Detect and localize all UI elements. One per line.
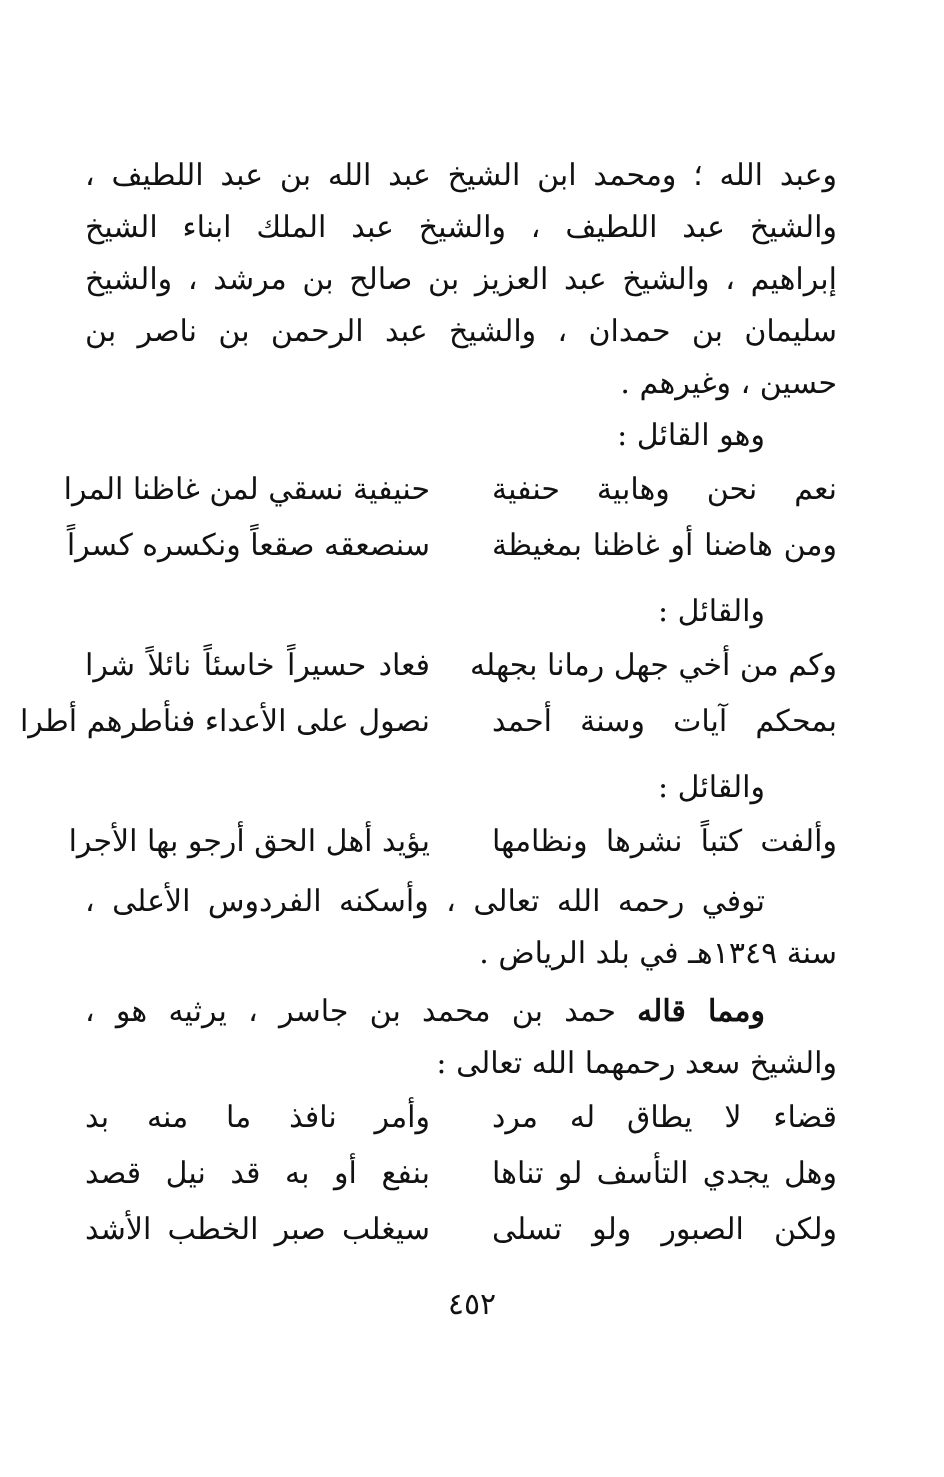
verse-first-hemistich: وألفت كتباً نشرها ونظامها [492,824,837,859]
verse-first-hemistich: قضاء لا يطاق له مرد [492,1100,837,1135]
text-line: حسين ، وغيرهم . [620,366,837,401]
poem-intro: والقائل : [658,770,765,805]
verse-second-hemistich: وأمر نافذ ما منه بد [85,1100,430,1135]
poem-intro: والقائل : [658,594,765,629]
text-line [85,986,837,1038]
text-run: حمد بن محمد بن جاسر ، يرثيه هو ، [85,994,638,1029]
text-line: سليمان بن حمدان ، والشيخ عبد الرحمن بن ناصر بن [85,314,837,349]
poem-block-3 [68,814,837,870]
text-line: سنة ١٣٤٩هـ في بلد الرياض . [479,936,837,971]
paragraph-scholars [85,150,837,410]
verse-second-hemistich: بنفع أو به قد نيل قصد [85,1156,430,1191]
verse-first-hemistich: ومن هاضنا أو غاظنا بمغيظة [492,528,837,563]
verse-first-hemistich: نعم نحن وهابية حنفية [492,472,837,507]
verse [68,814,837,870]
text-line: وعبد الله ؛ ومحمد ابن الشيخ عبد الله بن عبد اللطيف ، [85,158,837,193]
verse-second-hemistich: سنصعقه صقعاً ونكسره كسراً [66,528,430,563]
text-line: توفي رحمه الله تعالى ، وأسكنه الفردوس الأعلى ، [85,884,765,919]
page-number: ٤٥٢ [447,1287,497,1322]
verse-second-hemistich: سيغلب صبر الخطب الأشد [85,1212,430,1247]
paragraph-elegy-intro [85,986,837,1090]
verse-first-hemistich: بمحكم آيات وسنة أحمد [492,704,837,739]
verse [63,462,837,518]
verse [85,638,837,694]
text-line: والشيخ سعد رحمهما الله تعالى : [436,1046,837,1081]
verse [85,1146,837,1202]
text-line: إبراهيم ، والشيخ عبد العزيز بن صالح بن مرشد ، والشيخ [85,262,837,297]
verse [85,1090,837,1146]
verse [66,518,837,574]
page-body [19,150,837,1258]
verse-first-hemistich: وكم من أخي جهل رمانا بجهله [469,648,837,683]
poem-intro: وهو القائل : [617,418,765,453]
verse-second-hemistich: حنيفية نسقي لمن غاظنا المرا [63,472,430,507]
verse-second-hemistich: نصول على الأعداء فنأطرهم أطرا [19,704,430,739]
poem-block-4 [85,1090,837,1258]
verse-first-hemistich: ولكن الصبور ولو تسلى [492,1212,837,1247]
text-line: والشيخ عبد اللطيف ، والشيخ عبد الملك ابناء الشيخ [85,210,837,245]
poem-block-1 [63,462,837,574]
poem-block-2 [19,638,837,750]
paragraph-death [85,876,837,980]
verse [19,694,837,750]
verse [85,1202,837,1258]
verse-first-hemistich: وهل يجدي التأسف لو تناها [492,1156,837,1191]
bold-lead: ومما قاله [637,994,765,1029]
verse-second-hemistich: فعاد حسيراً خاسئاً نائلاً شرا [85,648,430,683]
verse-second-hemistich: يؤيد أهل الحق أرجو بها الأجرا [68,824,430,859]
